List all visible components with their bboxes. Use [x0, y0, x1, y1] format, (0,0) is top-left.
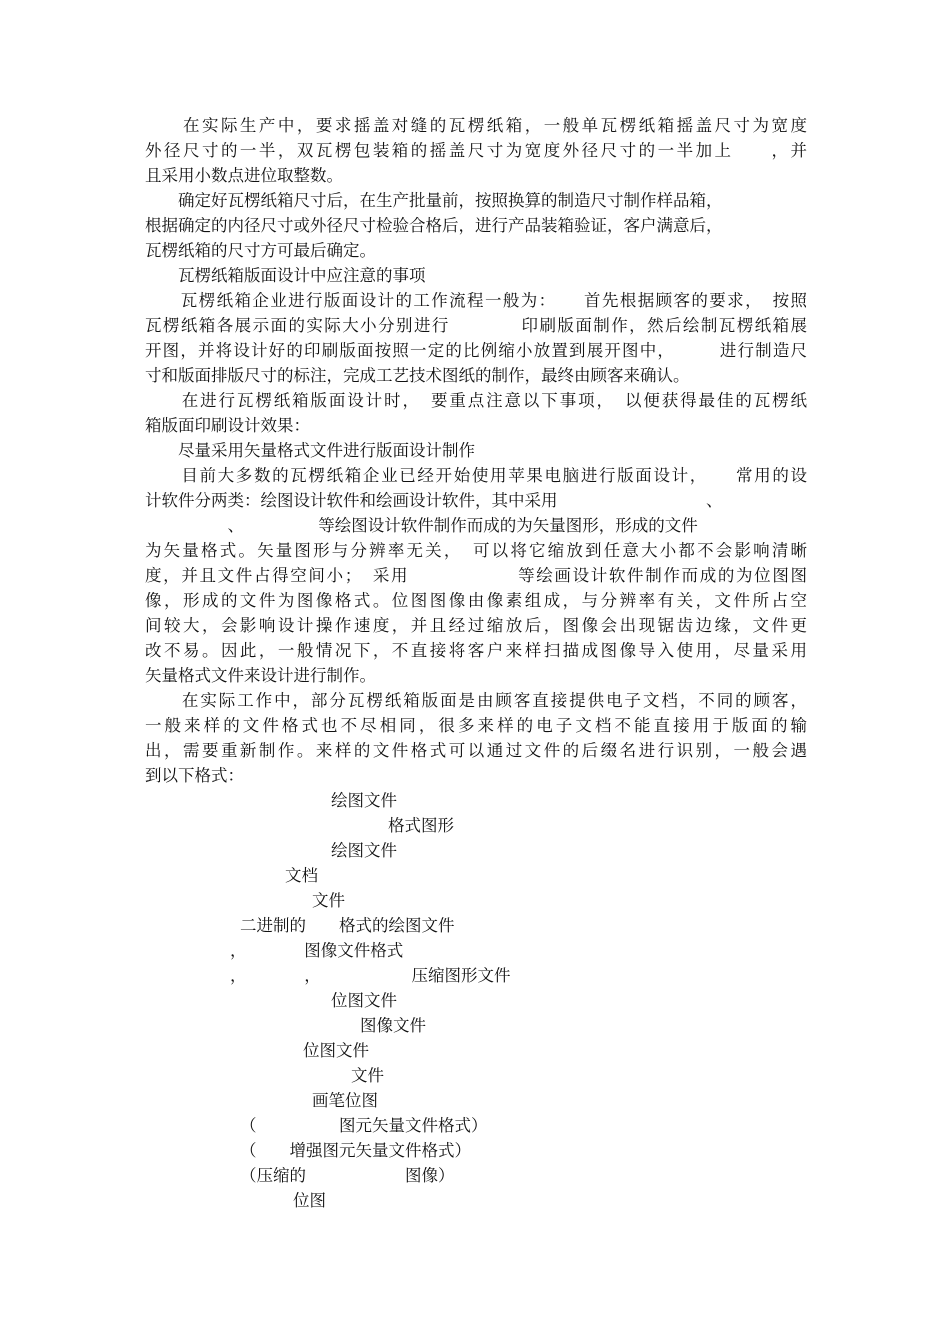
format-list-item: 绘图文件: [331, 841, 397, 860]
format-list-item: 格式图形: [388, 816, 454, 835]
body-line: 计软件分两类：绘图设计软件和绘画设计软件，其中采用 、: [145, 491, 723, 510]
body-line: 开图，并将设计好的印刷版面按照一定的比例缩小放置到展开图中， 进行制造尺: [145, 341, 807, 360]
format-list-item: （压缩的 图像）: [240, 1166, 455, 1185]
body-line: 到以下格式：: [145, 766, 244, 785]
body-line: 根据确定的内径尺寸或外径尺寸检验合格后，进行产品装箱验证，客户满意后，: [145, 216, 723, 235]
body-line: 确定好瓦楞纸箱尺寸后，在生产批量前，按照换算的制造尺寸制作样品箱，: [145, 191, 723, 210]
body-line: 在实际生产中，要求摇盖对缝的瓦楞纸箱，一般单瓦楞纸箱摇盖尺寸为宽度: [145, 116, 807, 135]
format-list-item: 文件: [312, 891, 345, 910]
body-line: 在实际工作中，部分瓦楞纸箱版面是由顾客直接提供电子文档，不同的顾客，: [145, 691, 807, 710]
format-list-item: 绘图文件: [331, 791, 397, 810]
format-list-item: （ 增强图元矢量文件格式）: [240, 1141, 471, 1160]
body-line: 度，并且文件占得空间小； 采用 等绘画设计软件制作而成的为位图图: [145, 566, 807, 585]
format-list-item: 位图: [293, 1191, 326, 1210]
body-line: 且采用小数点进位取整数。: [145, 166, 343, 185]
format-list-item: 文档: [285, 866, 318, 885]
format-list-item: 文件: [351, 1066, 384, 1085]
format-list-item: ， 图像文件格式: [230, 941, 404, 960]
body-line: 寸和版面排版尺寸的标注，完成工艺技术图纸的制作，最终由顾客来确认。: [145, 366, 690, 385]
body-line: 在进行瓦楞纸箱版面设计时， 要重点注意以下事项， 以便获得最佳的瓦楞纸: [145, 391, 807, 410]
body-line: 箱版面印刷设计效果：: [145, 416, 310, 435]
body-line: 外径尺寸的一半，双瓦楞包装箱的摇盖尺寸为宽度外径尺寸的一半加上 ，并: [145, 141, 807, 160]
body-line: 一般来样的文件格式也不尽相同，很多来样的电子文档不能直接用于版面的输: [145, 716, 807, 735]
body-line: 瓦楞纸箱各展示面的实际大小分别进行 印刷版面制作，然后绘制瓦楞纸箱展: [145, 316, 807, 335]
format-list-item: 图像文件: [360, 1016, 426, 1035]
section-heading: 瓦楞纸箱版面设计中应注意的事项: [145, 266, 426, 285]
format-list-item: 二进制的 格式的绘图文件: [240, 916, 455, 935]
body-line: 改不易。因此，一般情况下，不直接将客户来样扫描成图像导入使用，尽量采用: [145, 641, 807, 660]
format-list-item: （ 图元矢量文件格式）: [240, 1116, 488, 1135]
body-line: 、 等绘图设计软件制作而成的为矢量图形，形成的文件: [145, 516, 698, 535]
body-line: 目前大多数的瓦楞纸箱企业已经开始使用苹果电脑进行版面设计， 常用的设: [145, 466, 807, 485]
body-line: 间较大，会影响设计操作速度，并且经过缩放后，图像会出现锯齿边缘，文件更: [145, 616, 807, 635]
format-list-item: ， ， 压缩图形文件: [230, 966, 511, 985]
format-list-item: 画笔位图: [312, 1091, 378, 1110]
section-heading: 尽量采用矢量格式文件进行版面设计制作: [145, 441, 475, 460]
body-line: 为矢量格式。矢量图形与分辨率无关， 可以将它缩放到任意大小都不会影响清晰: [145, 541, 807, 560]
format-list-item: 位图文件: [303, 1041, 369, 1060]
body-line: 像，形成的文件为图像格式。位图图像由像素组成，与分辨率有关，文件所占空: [145, 591, 807, 610]
body-line: 出，需要重新制作。来样的文件格式可以通过文件的后缀名进行识别，一般会遇: [145, 741, 807, 760]
format-list-item: 位图文件: [331, 991, 397, 1010]
body-line: 瓦楞纸箱企业进行版面设计的工作流程一般为： 首先根据顾客的要求， 按照: [145, 291, 807, 310]
body-line: 矢量格式文件来设计进行制作。: [145, 666, 376, 685]
body-line: 瓦楞纸箱的尺寸方可最后确定。: [145, 241, 376, 260]
